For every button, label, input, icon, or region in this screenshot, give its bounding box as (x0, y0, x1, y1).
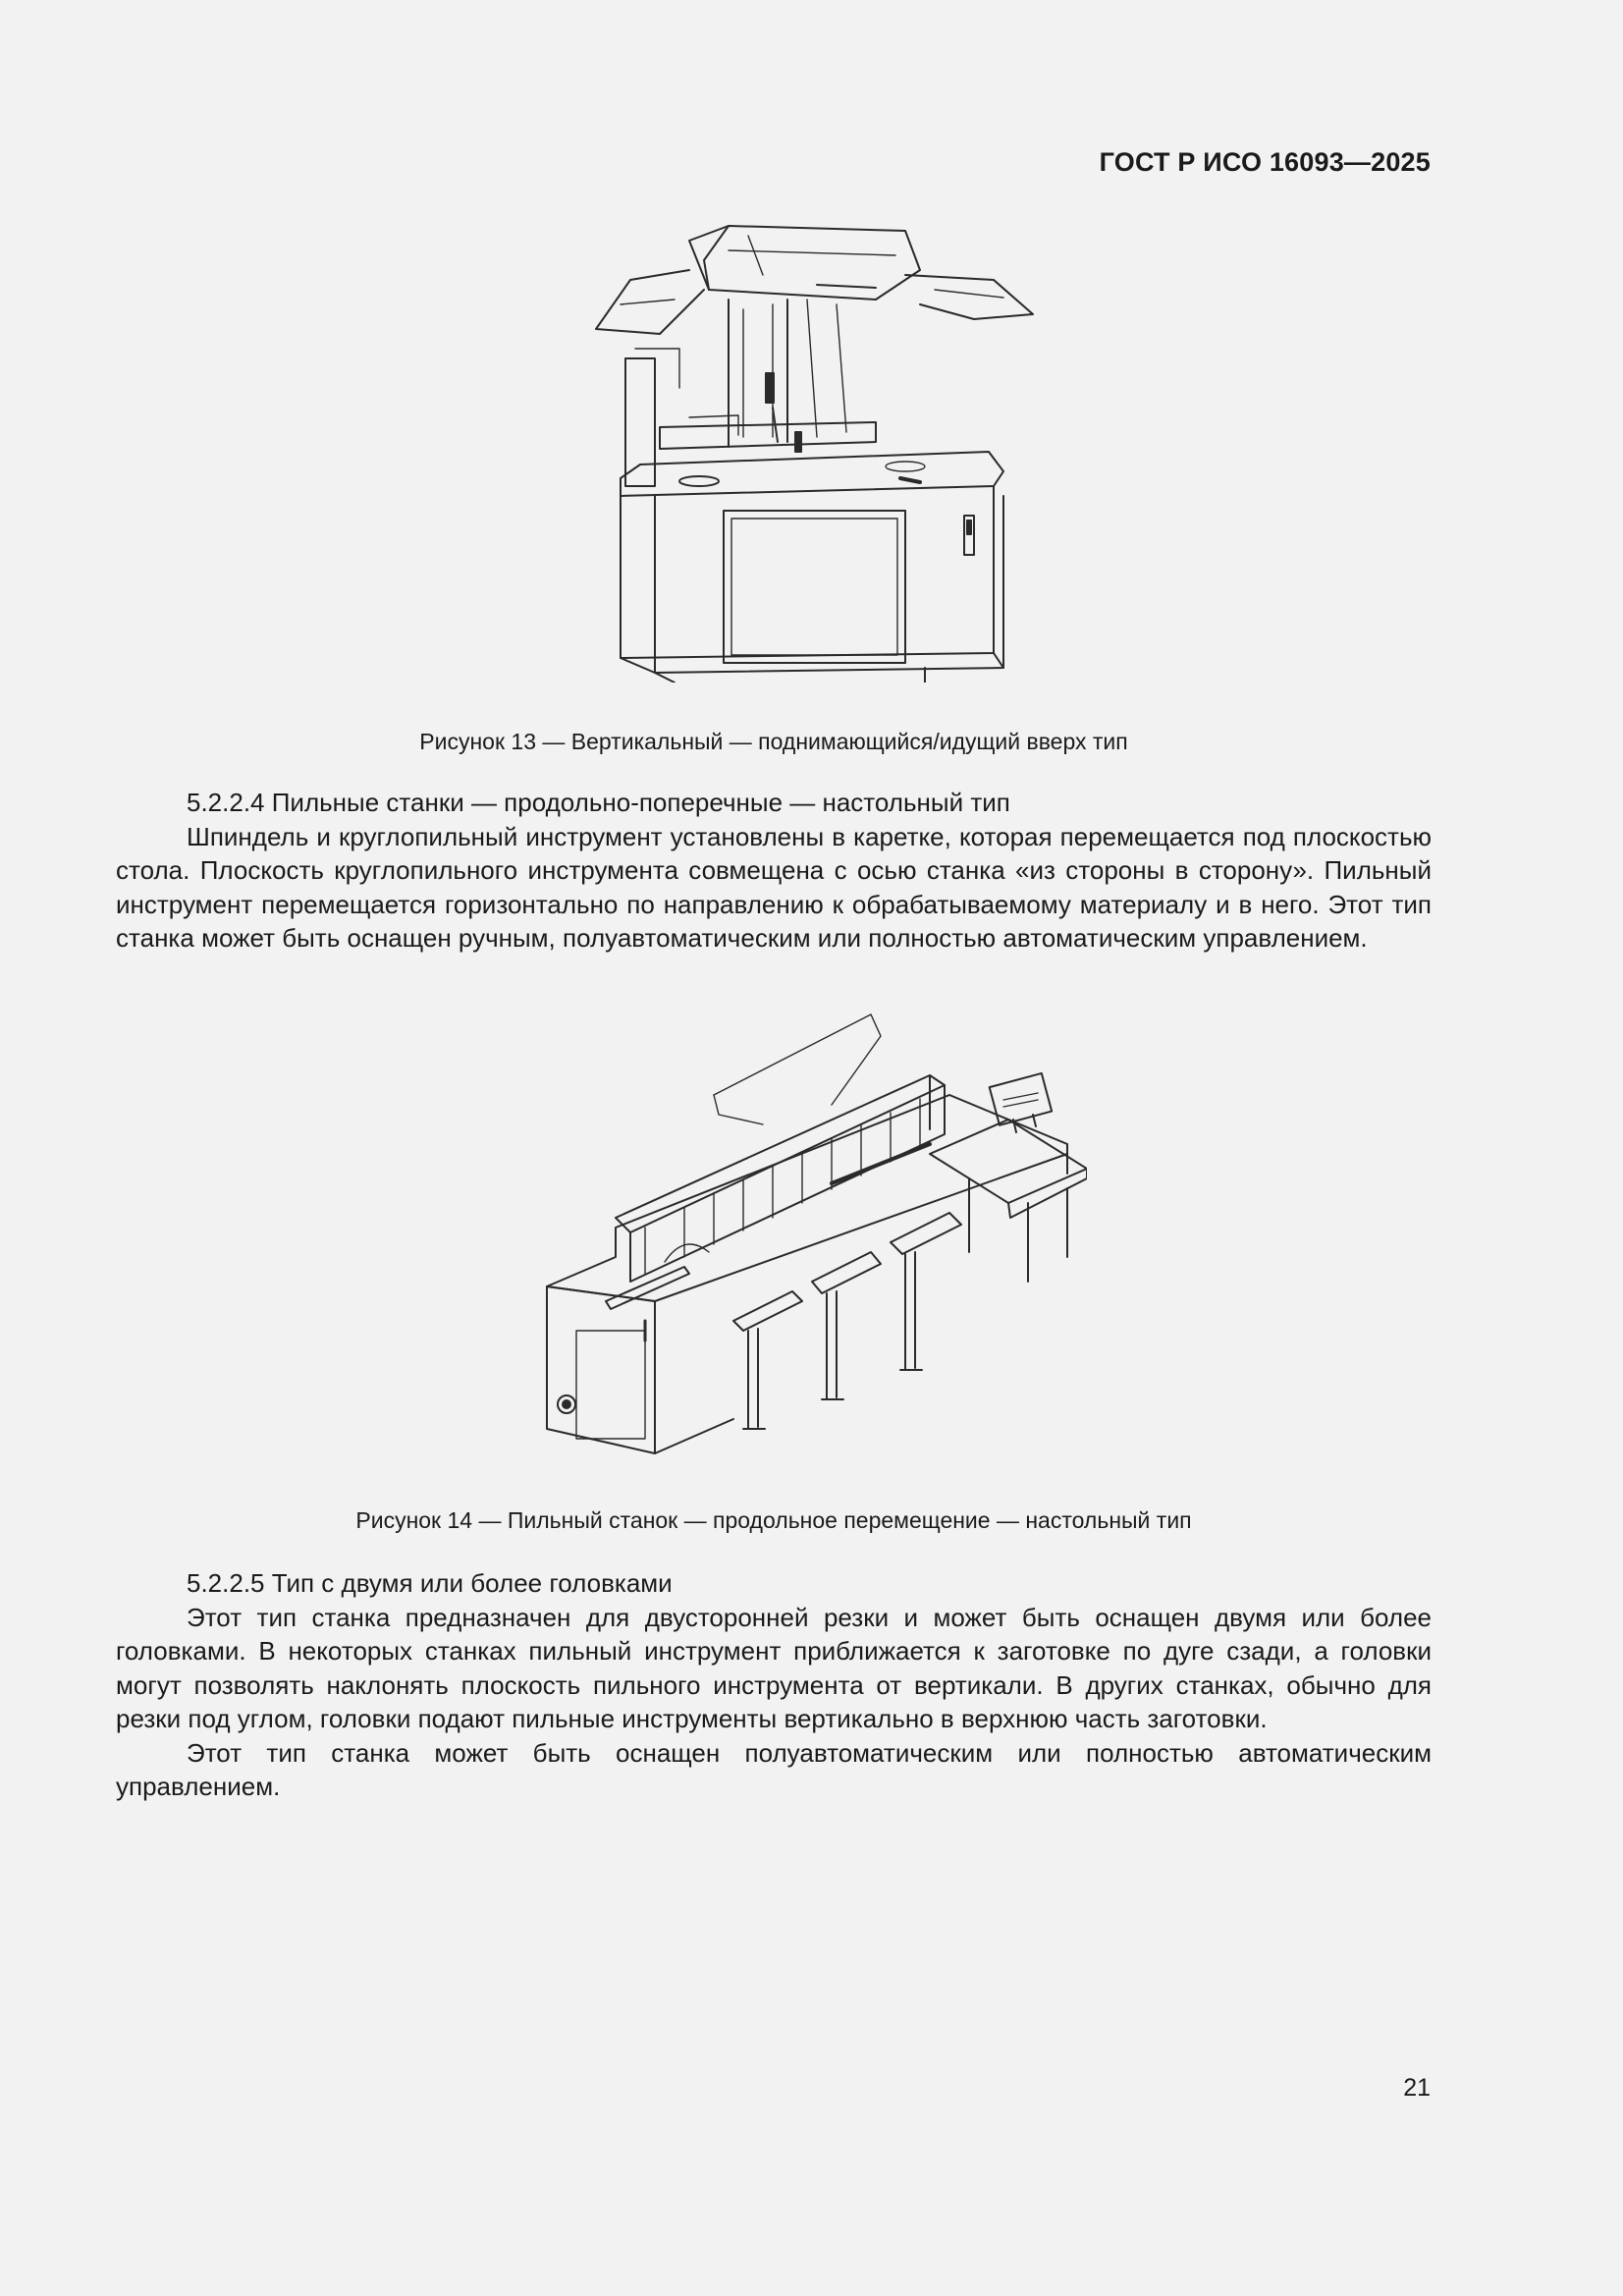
section-5-2-2-4 (116, 786, 1432, 956)
page-number: 21 (1403, 2074, 1431, 2102)
section-paragraph: Этот тип станка предназначен для двусторонней резки и может быть оснащен двумя или более головками. В некоторых станках пильный инструмент приближается к заготовке по дуге сзади, а головки могут позволять наклонять плоскость пильного инструмента от вертикали. В других станках, обычно для резки под углом, головки подают пильные инструменты вертикально в верхнюю часть заготовки. (116, 1602, 1432, 1733)
panel-saw-drawing (537, 1007, 1087, 1468)
section-paragraph: Этот тип станка может быть оснащен полуавтоматическим или полностью автоматическим управлением. (116, 1737, 1432, 1801)
figure-13-caption: Рисунок 13 — Вертикальный — поднимающийся/идущий вверх тип (419, 729, 1128, 754)
section-paragraph: Шпиндель и круглопильный инструмент установлены в каретке, которая перемещается под плоскостью стола. Плоскость круглопильного инструмента совмещена с осью станка «из стороны в сторону». Пильный инструмент перемещается горизонтально по направлению к обрабатываемому материалу и в него. Этот тип станка может быть оснащен ручным, полуавтоматическим или полностью автоматическим управлением. (116, 821, 1432, 953)
document-code: ГОСТ Р ИСО 16093—2025 (1099, 147, 1431, 177)
section-heading: 5.2.2.4 Пильные станки — продольно-поперечные — настольный тип (187, 788, 1010, 817)
vertical-saw-drawing (581, 221, 1043, 683)
figure-14-caption: Рисунок 14 — Пильный станок — продольное перемещение — настольный тип (355, 1507, 1192, 1533)
figure-14-illustration (0, 1007, 1623, 1478)
section-5-2-2-5 (116, 1566, 1432, 1804)
figure-13-illustration (0, 221, 1623, 683)
section-heading: 5.2.2.5 Тип с двумя или более головками (187, 1568, 673, 1598)
